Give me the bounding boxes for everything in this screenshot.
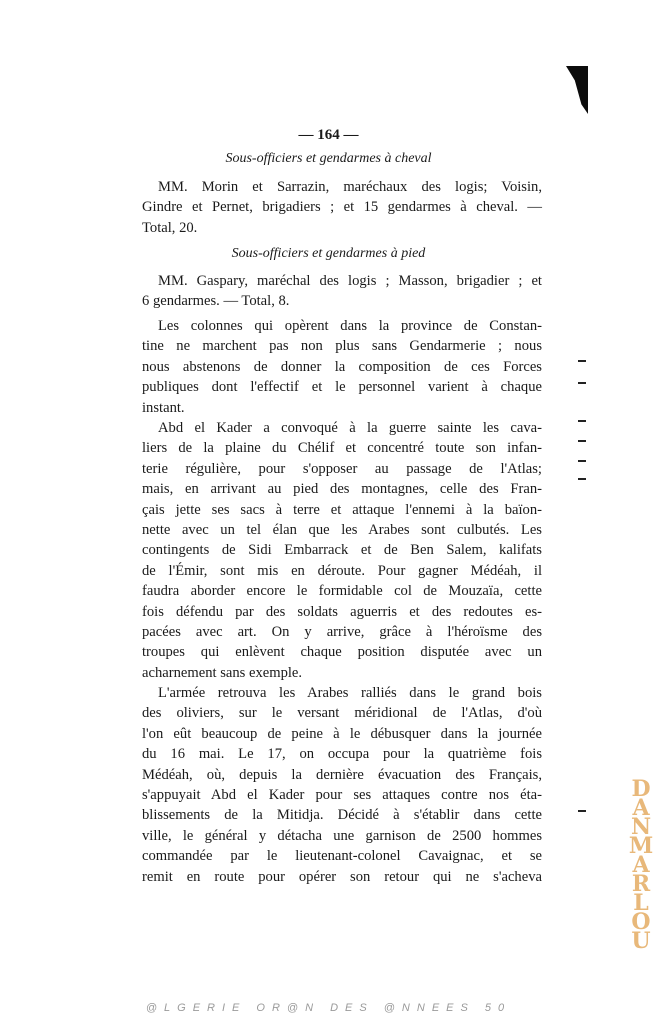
text-line: remit en route pour opérer son retour qui ne s'acheva [142, 868, 542, 885]
text-line: tine ne marchent pas non plus sans Gendarmerie ; nous [142, 338, 542, 355]
watermark-letter: O [631, 909, 651, 935]
text-line: ville, le général y détacha une garnison de 2500 hommes [142, 827, 542, 844]
section-heading-mounted: Sous-officiers et gendarmes à cheval [225, 151, 432, 166]
text-line: Les colonnes qui opèrent dans la province de Constan- [158, 318, 542, 334]
text-line: L'armée retrouva les Arabes ralliés dans le grand bois [158, 685, 542, 701]
watermark-letter: R [631, 871, 651, 897]
text-line: publiques dont l'effectif et le personnel varient à chaque [142, 379, 542, 396]
scan-tick [578, 382, 586, 384]
text-line: pacées avec art. On y arrive, grâce à l'héroïsme des [142, 624, 542, 641]
page-number: — 164 — [298, 127, 359, 143]
text-line: des oliviers, sur le versant méridional de l'Atlas, d'où [142, 705, 542, 722]
paragraph-constantine [142, 316, 542, 418]
watermark-letter: A [632, 795, 650, 821]
text-line: fois défendu par des soldats aguerris et des redoutes es- [142, 603, 542, 620]
scan-tick [578, 420, 586, 422]
text-line: du 16 mai. Le 17, on occupa pour la quatrième fois [142, 746, 542, 763]
text-line: MM. Gaspary, maréchal des logis ; Masson, brigadier ; et [158, 273, 542, 289]
text-line: instant. [142, 399, 185, 416]
text-line: mais, en arrivant au pied des montagnes, celle des Fran- [142, 481, 542, 498]
scan-tick [578, 810, 586, 812]
text-line: çais jette ses sacs à terre et attaque l'ennemi à la baïon- [142, 501, 542, 518]
scan-tick [578, 460, 586, 462]
text-line: 6 gendarmes. — Total, 8. [142, 293, 290, 310]
watermark-letter: L [633, 890, 649, 916]
text-line: contingents de Sidi Embarrack et de Ben Salem, kalifats [142, 542, 542, 559]
text-line: s'appuyait Abd el Kader pour ses attaques contre nos éta- [142, 787, 542, 804]
paragraph-mounted-roster [142, 177, 542, 238]
text-line: MM. Morin et Sarrazin, maréchaux des logis; Voisin, [158, 179, 542, 195]
watermark-letter: A [632, 852, 650, 878]
text-line: liers de la plaine du Chélif et concentré toute son infan- [142, 440, 542, 457]
watermark-letter: D [631, 776, 651, 802]
text-line: commandée par le lieutenant-colonel Cavaignac, et se [142, 848, 542, 865]
watermark-letter: N [630, 814, 652, 840]
section-heading-foot: Sous-officiers et gendarmes à pied [231, 246, 426, 261]
footer-caption: @LGERIE OR@N DES @NNEES 50 [145, 1002, 512, 1014]
scan-tick [578, 440, 586, 442]
watermark-vertical [628, 776, 654, 954]
scan-mark [566, 66, 588, 114]
text-line: Total, 20. [142, 219, 198, 236]
text-line: blissements de la Mitidja. Décidé à s'établir dans cette [142, 807, 542, 824]
text-line: Médéah, où, depuis la dernière évacuation des Français, [142, 766, 542, 783]
paragraph-foot-roster [142, 271, 542, 312]
text-line: de l'Émir, sont mis en déroute. Pour gagner Médéah, il [142, 562, 542, 579]
text-line: troupes qui enlèvent chaque position disputée avec un [142, 644, 542, 661]
text-line: l'on eût beaucoup de peine à le débusquer dans la journée [142, 725, 542, 742]
scan-tick [578, 478, 586, 480]
watermark-letter: M [628, 833, 654, 859]
text-line: nous abstenons de donner la composition de ces Forces [142, 358, 542, 375]
text-line: nette avec un tel élan que les Arabes sont culbutés. Les [142, 522, 542, 539]
paragraph-abd-el-kader [142, 418, 542, 683]
scan-tick [578, 360, 586, 362]
text-line: acharnement sans exemple. [142, 664, 303, 681]
text-line: terie régulière, pour s'opposer au passage de l'Atlas; [142, 460, 542, 477]
text-line: faudra aborder encore le formidable col de Mouzaïa, cette [142, 583, 542, 600]
text-line: Gindre et Pernet, brigadiers ; et 15 gendarmes à cheval. — [142, 199, 542, 216]
watermark-letter: U [631, 928, 651, 954]
paragraph-medeah [142, 683, 542, 887]
text-line: Abd el Kader a convoqué à la guerre sainte les cava- [158, 420, 542, 436]
